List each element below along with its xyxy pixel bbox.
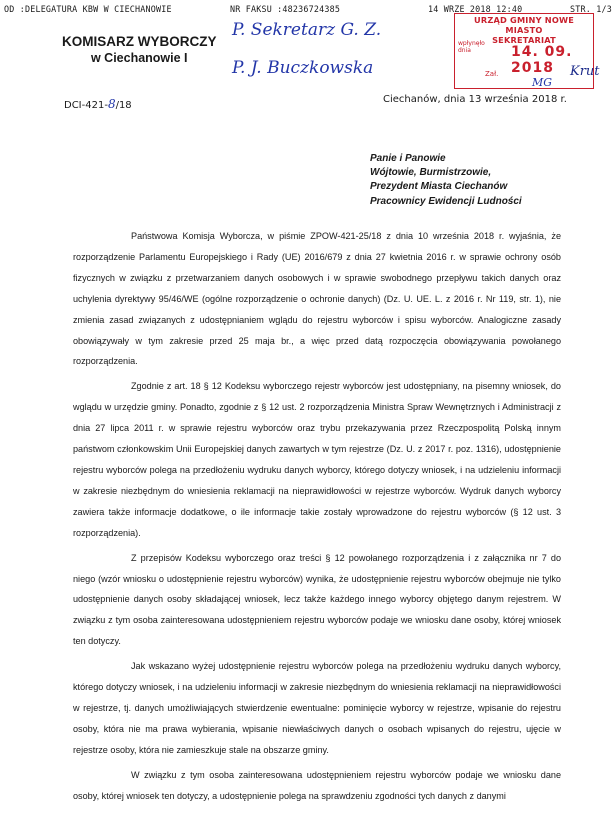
paragraph: W związku z tym osoba zainteresowana udostępnieniem rejestru wyborców podaje we wniosku dane osoby, której wniosek ten dotyczy, a udostępnienie polega na sprawdzeniu zgodności tych danych z danymi bbox=[73, 769, 561, 801]
stamp-side-label: wpłynęło dnia bbox=[458, 40, 485, 54]
paragraph: Z przepisów Kodeksu wyborczego oraz treści § 12 powołanego rozporządzenia i z załącznika nr 7 do niego (wzór wniosku o udostępnienie rejestru wyborców) wynika, że udostępnienie rejestru wyborców obejmuje nie tylko udostępnienie danych osoby składającej wniosek, lecz także każdego innego wyborcy objętego danym rejestrem. W związku z tym osoba zainteresowana udostępnieniem rejestru wyborców podaje we wniosku dane osoby, której wniosek ten dotyczy. bbox=[73, 552, 561, 647]
reference-suffix: /18 bbox=[115, 100, 132, 111]
fax-number: NR FAKSU :48236724385 bbox=[230, 4, 341, 14]
reference-prefix: DCI-421- bbox=[64, 100, 108, 111]
addressees bbox=[370, 152, 522, 209]
letter-body bbox=[73, 226, 561, 806]
addressee-line: Prezydent Miasta Ciechanów bbox=[370, 181, 508, 193]
paragraph: Zgodnie z art. 18 § 12 Kodeksu wyborczego rejestr wyborców jest udostępniany, na pisemny wniosek, do wglądu w urzędzie gminy. Ponadto, zgodnie z § 12 ust. 2 rozporządzenia Ministra Spraw Wewnętrznych i Administracji z dnia 27 lipca 2011 r. w sprawie rejestru wyborców oraz trybu przekazywania przez Rzeczpospolitą Polską innym państwom członkowskim Unii Europejskiej danych zawartych w tym rejestrze (Dz. U. z 2017 r. poz. 1316), udostępnienie rejestru wyborców polega na przedłożeniu wydruku danych wyborcy, którego dotyczy wniosek, i na udzieleniu informacji w zakresie niezbędnym do wniesienia reklamacji na nieprawidłowości w rejestrze wyborców. Wydruk danych wyborcy zawiera także informacje dodatkowe, o ile informacje takie zostały wprowadzone do rejestru wyborców (§ 12 ust. 3 rozporządzenia). bbox=[73, 381, 561, 538]
office-line-1: KOMISARZ WYBORCZY bbox=[62, 34, 217, 49]
paragraph: Państwowa Komisja Wyborcza, w piśmie ZPOW-421-25/18 z dnia 10 września 2018 r. wyjaśnia, że rozporządzenie Parlamentu Europejskiego i Rady (UE) 2016/679 z dnia 27 kwietnia 2016 r. w sprawie ochrony osób fizycznych w związku z przetwarzaniem danych osobowych i w sprawie swobodnego przepływu takich danych oraz uchylenia dyrektywy 95/46/WE (ogólne rozporządzenie o ochronie danych) (Dz. U. UE. L. z 2016 r. Nr 119, str. 1), nie zmienia zasad związanych z udostępnianiem wglądu do rejestru wyborców i spisu wyborców. Analogiczne zasady obowiązywały w tym zakresie przed 25 maja br., a więc przed datą rozpoczęcia obowiązywania powołanego rozporządzenia. bbox=[73, 231, 561, 367]
addressee-line: Panie i Panowie bbox=[370, 153, 446, 164]
office-line-2: w Ciechanowie I bbox=[90, 51, 188, 65]
stamp-date: 14. 09. 2018 bbox=[511, 44, 573, 76]
paragraph: Jak wskazano wyżej udostępnienie rejestru wyborców polega na przedłożeniu wydruku danych wyborcy, którego dotyczy wniosek, i na udzieleniu informacji w zakresie niezbędnym do wniesienia reklamacji na nieprawidłowości w rejestrze, tj. danych umożliwiających stwierdzenie ewentualne: pominięcie wyborcy w rejestrze, wpisanie do rejestru osoby, która nie ma prawa wybierania, wpisanie niewłaściwych danych o osobach wpisanych do rejestru, ujęcie w rejestrze osoby, która nie zamieszkuje stale na obszarze gminy. bbox=[73, 661, 561, 755]
stamp-attachments: Zał. bbox=[485, 70, 499, 78]
handwritten-note-1: P. Sekretarz G. Z. bbox=[232, 20, 382, 40]
fax-datetime: 14 WRZE 2018 12:40 bbox=[428, 4, 523, 14]
addressee-line: Wójtowie, Burmistrzowie, bbox=[370, 167, 492, 179]
addressee-line: Pracownicy Ewidencji Ludności bbox=[370, 195, 522, 207]
reference-number bbox=[64, 97, 132, 111]
office-title bbox=[62, 33, 217, 67]
fax-from: OD :DELEGATURA KBW W CIECHANOWIE bbox=[4, 4, 172, 14]
fax-page: STR. 1/3 bbox=[570, 4, 612, 14]
reference-handwritten: 8 bbox=[107, 97, 116, 111]
handwritten-signature: Krut bbox=[570, 64, 600, 79]
stamp-line-1: URZĄD GMINY NOWE MIASTO bbox=[473, 15, 575, 35]
handwritten-note-2: P. J. Buczkowska bbox=[232, 58, 374, 78]
place-date: Ciechanów, dnia 13 września 2018 r. bbox=[383, 94, 567, 105]
stamp-line-2: SEKRETARIAT bbox=[492, 35, 556, 45]
stamp-handwritten-note: MG bbox=[532, 76, 553, 89]
